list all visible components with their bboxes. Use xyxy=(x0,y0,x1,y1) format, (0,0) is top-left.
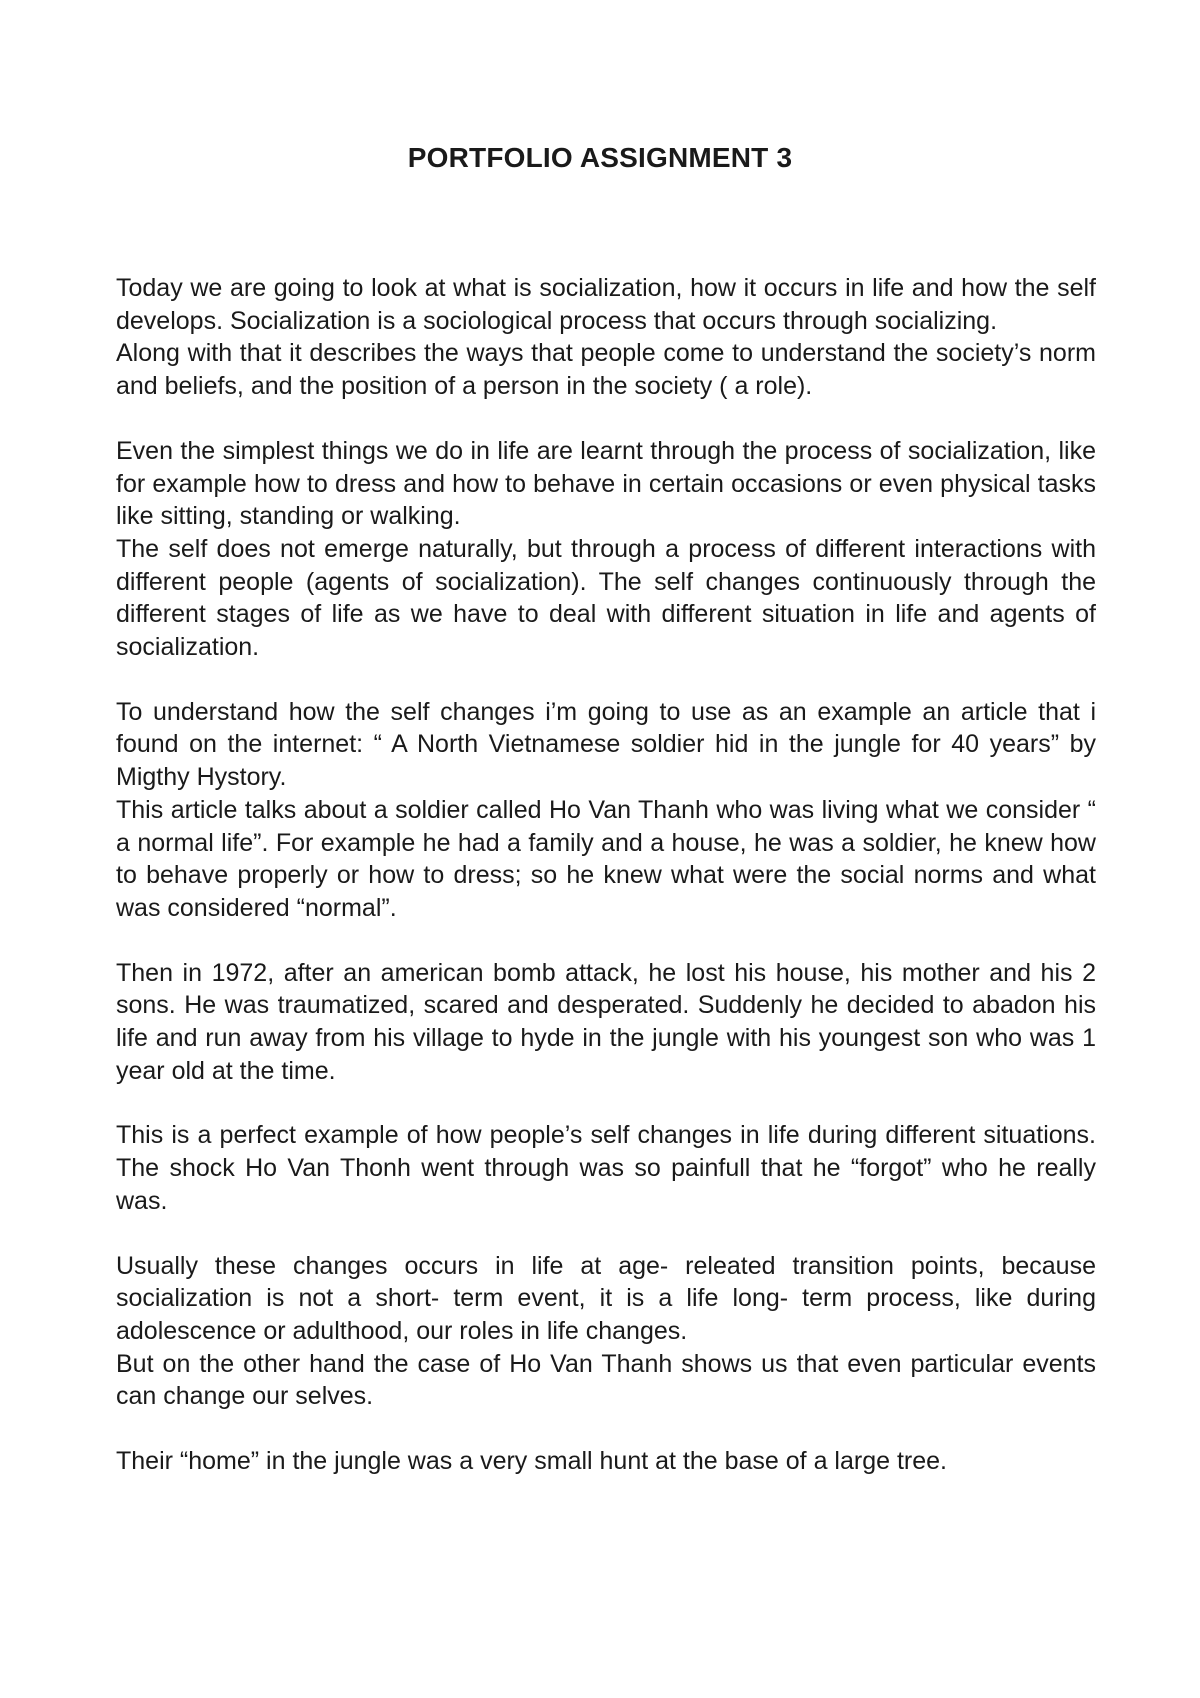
paragraph-soldier-normal-life: This article talks about a soldier called Ho Van Thanh who was living what we consider “ a normal life”. For example he had a family and a house, he was a soldier, he knew how to behave properly or how to dress; so he knew what were the social norms and what was considered “normal”. xyxy=(116,795,1096,922)
paragraph-self-emerge: The self does not emerge naturally, but through a process of different interactions with different people (agents of socialization). The self changes continuously through the different stages of life as we have to deal with different situation in life and agents of socialization. xyxy=(116,534,1096,662)
document-title: PORTFOLIO ASSIGNMENT 3 xyxy=(407,142,793,173)
paragraph-socialization-definition: Along with that it describes the ways that people come to understand the society’s norm and beliefs, and the position of a person in the society ( a role). xyxy=(116,339,1096,401)
paragraph-jungle-home: Their “home” in the jungle was a very small hunt at the base of a large tree. xyxy=(116,1447,947,1476)
paragraph-transition-points: Usually these changes occurs in life at age- releated transition points, because socialization is not a short- term event, it is a life long- term process, like during adolescence or adulthood, our roles in life changes. xyxy=(116,1251,1096,1345)
paragraph-simplest-things: Even the simplest things we do in life are learnt through the process of socialization, like for example how to dress and how to behave in certain occasions or even physical tasks like sitting, standing or walking. xyxy=(116,436,1096,531)
paragraph-bomb-attack: Then in 1972, after an american bomb attack, he lost his house, his mother and his 2 sons. He was traumatized, scared and desperated. Suddenly he decided to abadon his life and run away from his village to hyde in the jungle with his youngest son who was 1 year old at the time. xyxy=(116,958,1096,1085)
paragraph-perfect-example: This is a perfect example of how people’s self changes in life during different situations. The shock Ho Van Thonh went through was so painfull that he “forgot” who he really was. xyxy=(116,1121,1096,1215)
paragraph-article-intro: To understand how the self changes i’m going to use as an example an article that i found on the internet: “ A North Vietnamese soldier hid in the jungle for 40 years” by Migthy Hystory. xyxy=(116,697,1096,792)
paragraph-particular-events: But on the other hand the case of Ho Van Thanh shows us that even particular events can change our selves. xyxy=(116,1349,1096,1411)
paragraph-intro: Today we are going to look at what is socialization, how it occurs in life and how the self develops. Socialization is a sociological process that occurs through socializing. xyxy=(116,274,1096,335)
document-body xyxy=(116,272,1096,1510)
